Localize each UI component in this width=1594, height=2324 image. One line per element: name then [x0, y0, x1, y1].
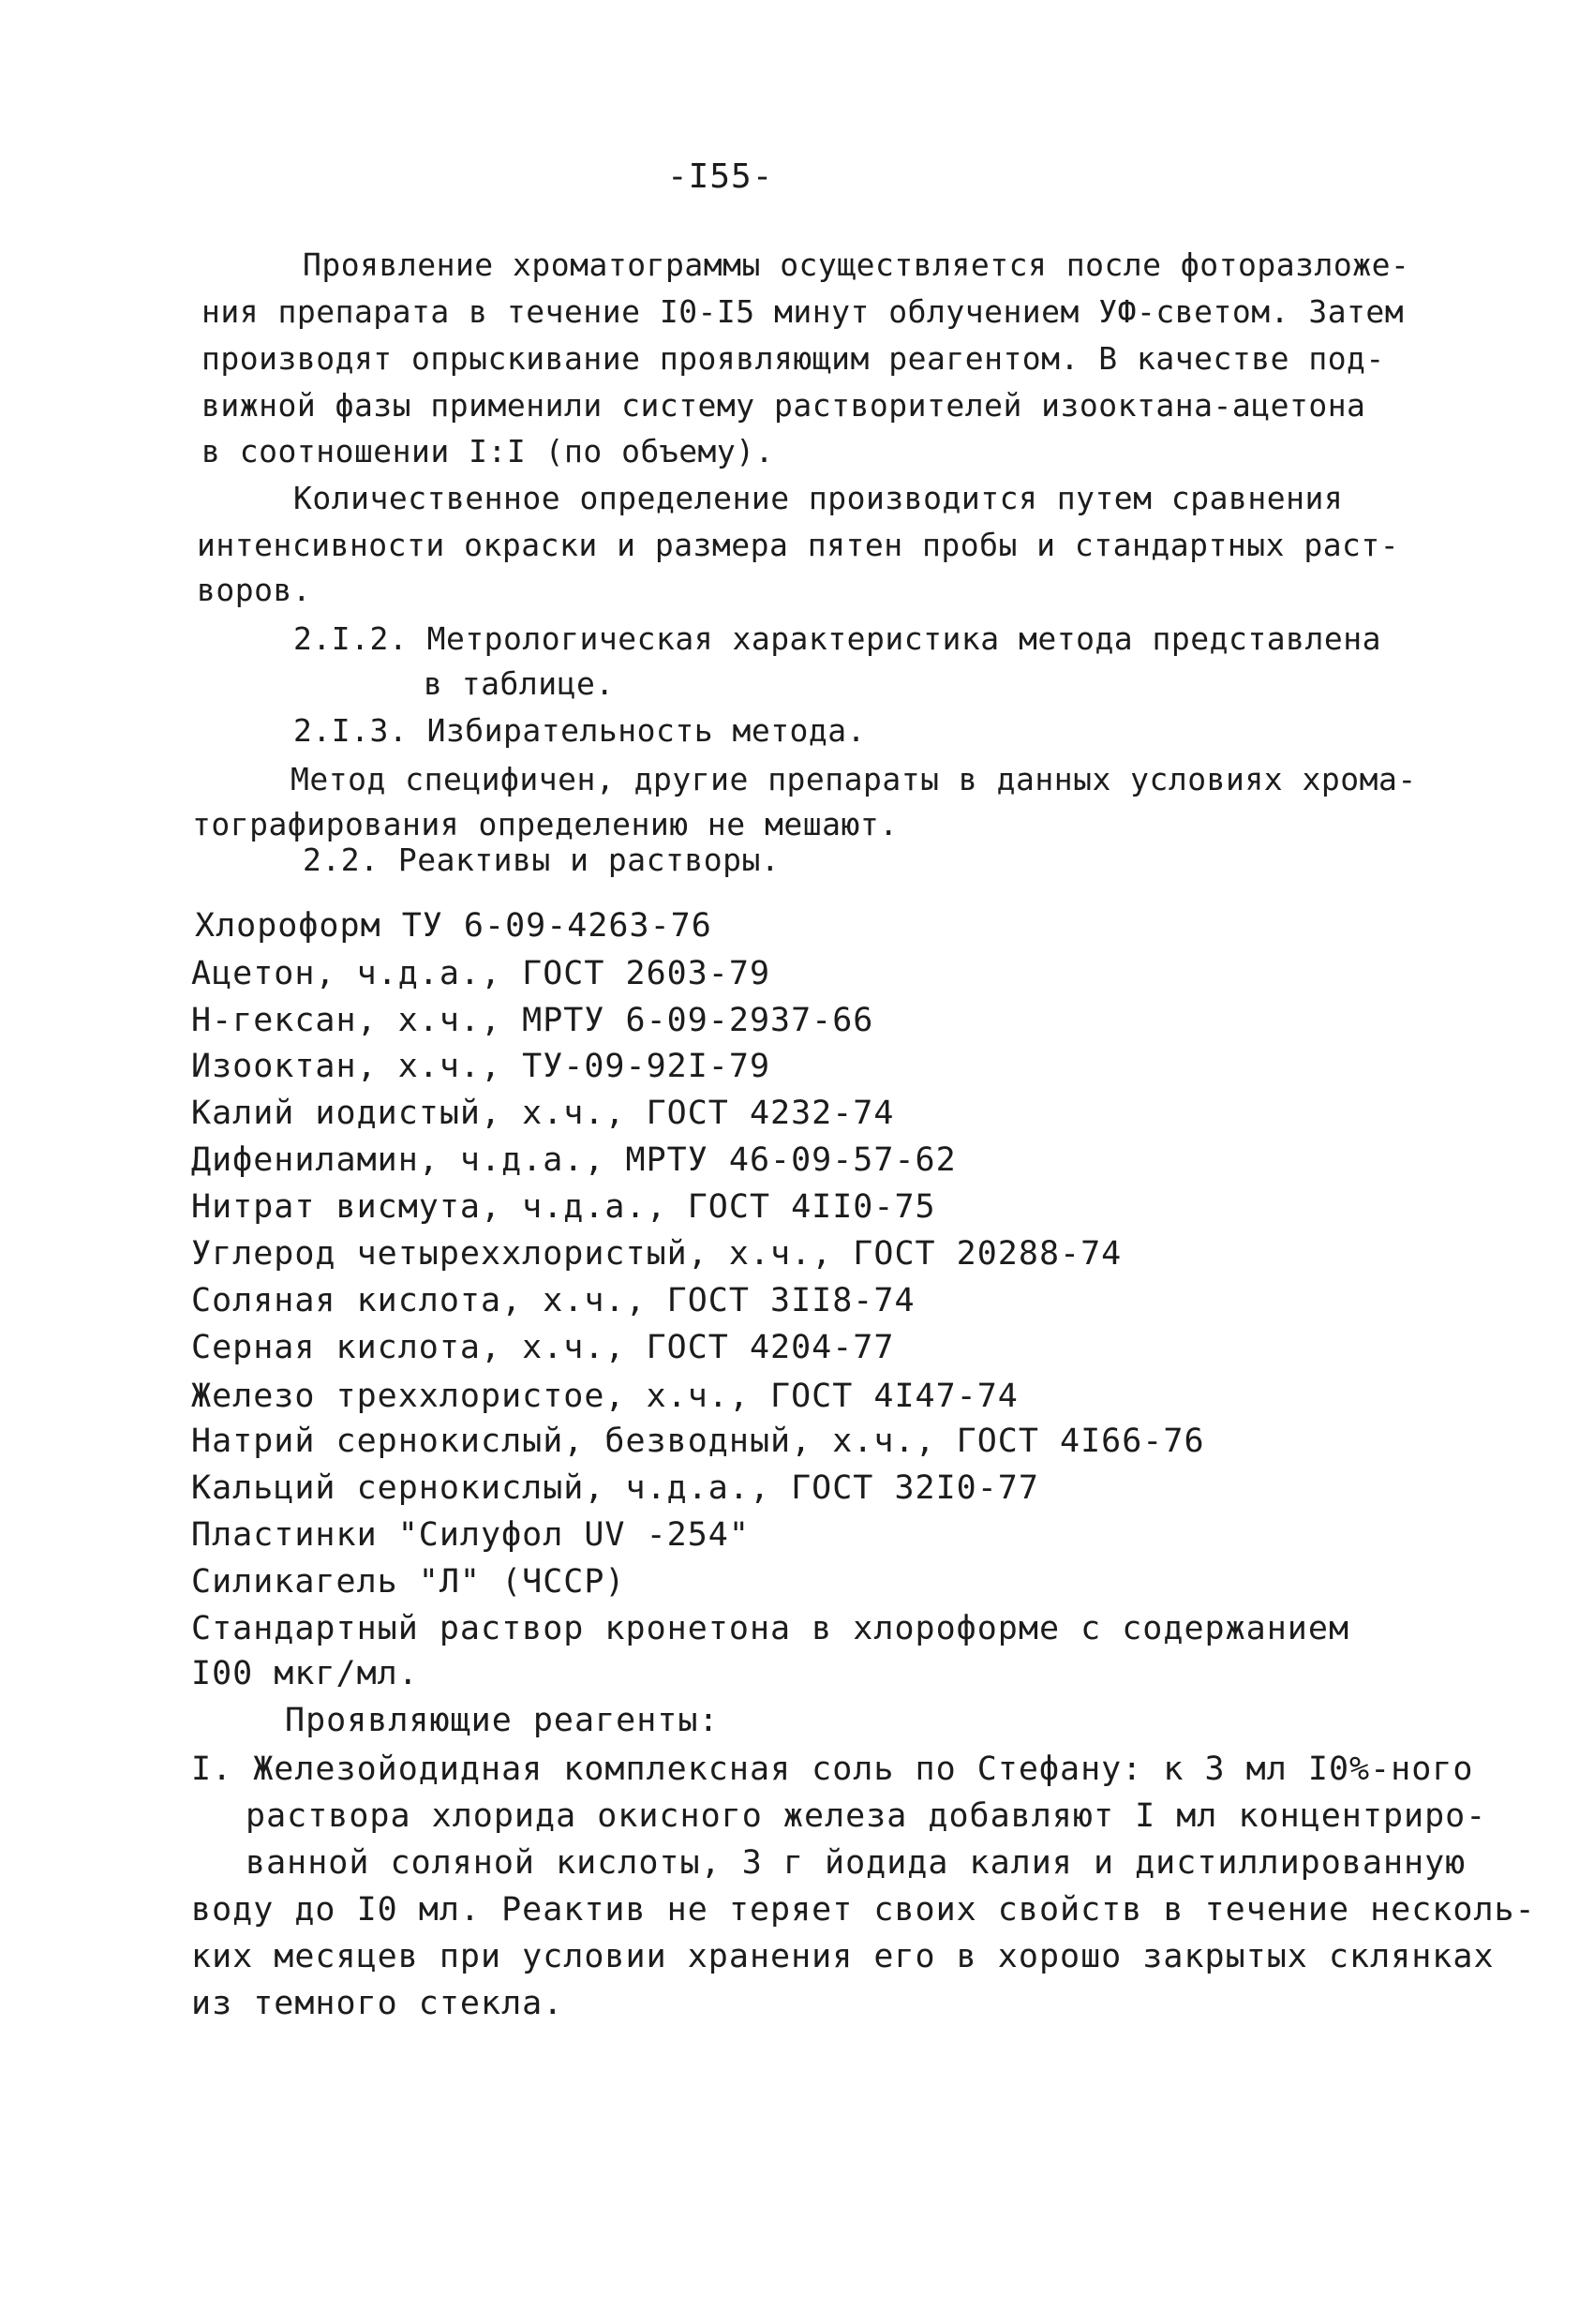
text-line: ких месяцев при условии хранения его в хорошо закрытых склянках	[191, 1938, 1495, 1975]
reagent-item: Силикагель "Л" (ЧССР)	[191, 1563, 626, 1601]
text-line: тографирования определению не мешают.	[192, 806, 899, 842]
text-line: в таблице.	[424, 665, 615, 702]
reagent-item: Ацетон, ч.д.а., ГОСТ 2603-79	[191, 955, 771, 992]
reagent-item: Дифениламин, ч.д.а., МРТУ 46-09-57-62	[191, 1141, 957, 1179]
reagent-item: Пластинки "Силуфол UV -254"	[191, 1516, 750, 1554]
text-line: ния препарата в течение I0-I5 минут облучением УФ-светом. Затем	[201, 293, 1405, 330]
reagent-item: Хлороформ ТУ 6-09-4263-76	[195, 907, 712, 945]
section-heading: 2.I.3. Избирательность метода.	[293, 712, 867, 749]
reagent-item: Калий иодистый, х.ч., ГОСТ 4232-74	[191, 1095, 895, 1132]
subsection-heading: Проявляющие реагенты:	[285, 1702, 720, 1739]
section-heading: 2.2. Реактивы и растворы.	[303, 842, 781, 878]
reagent-item: Углерод четыреххлористый, х.ч., ГОСТ 20288-74	[191, 1235, 1123, 1273]
text-line: воров.	[197, 572, 312, 608]
text-line: I. Железойодидная комплексная соль по Стефану: к 3 мл I0%-ного	[191, 1750, 1474, 1788]
text-line: в соотношении I:I (по объему).	[201, 433, 775, 469]
reagent-item: Железо треххлористое, х.ч., ГОСТ 4I47-74	[191, 1378, 1019, 1415]
text-line: ванной соляной кислоты, 3 г йодида калия и дистиллированную	[246, 1844, 1467, 1882]
text-line: Метод специфичен, другие препараты в данных условиях хрома-	[290, 761, 1417, 797]
reagent-item: Соляная кислота, х.ч., ГОСТ 3II8-74	[191, 1282, 916, 1319]
page-number: -I55-	[667, 157, 774, 196]
reagent-item: Стандартный раствор кронетона в хлороформе с содержанием	[191, 1610, 1350, 1647]
reagent-item: Натрий сернокислый, безводный, х.ч., ГОСТ 4I66-76	[191, 1423, 1205, 1460]
text-line: раствора хлорида окисного железа добавляют I мл концентриро-	[246, 1797, 1487, 1835]
reagent-item: Н-гексан, х.ч., МРТУ 6-09-2937-66	[191, 1002, 874, 1039]
text-line: интенсивности окраски и размера пятен пробы и стандартных раст-	[197, 527, 1400, 563]
text-line: производят опрыскивание проявляющим реагентом. В качестве под-	[201, 340, 1385, 377]
reagent-item: Изооктан, х.ч., ТУ-09-92I-79	[191, 1048, 771, 1085]
section-heading: 2.I.2. Метрологическая характеристика метода представлена	[293, 620, 1381, 657]
reagent-item: Серная кислота, х.ч., ГОСТ 4204-77	[191, 1329, 895, 1366]
text-line: Количественное определение производится путем сравнения	[293, 480, 1344, 516]
reagent-item: Кальций сернокислый, ч.д.а., ГОСТ 32I0-77	[191, 1469, 1039, 1507]
reagent-item: I00 мкг/мл.	[191, 1655, 419, 1692]
reagent-item: Нитрат висмута, ч.д.а., ГОСТ 4II0-75	[191, 1188, 936, 1226]
text-line: из темного стекла.	[191, 1985, 564, 2022]
text-line: вижной фазы применили систему растворителей изооктана-ацетона	[201, 387, 1366, 424]
text-line: воду до I0 мл. Реактив не теряет своих свойств в течение несколь-	[191, 1891, 1536, 1929]
text-line: Проявление хроматограммы осуществляется после фоторазложе-	[303, 246, 1410, 283]
